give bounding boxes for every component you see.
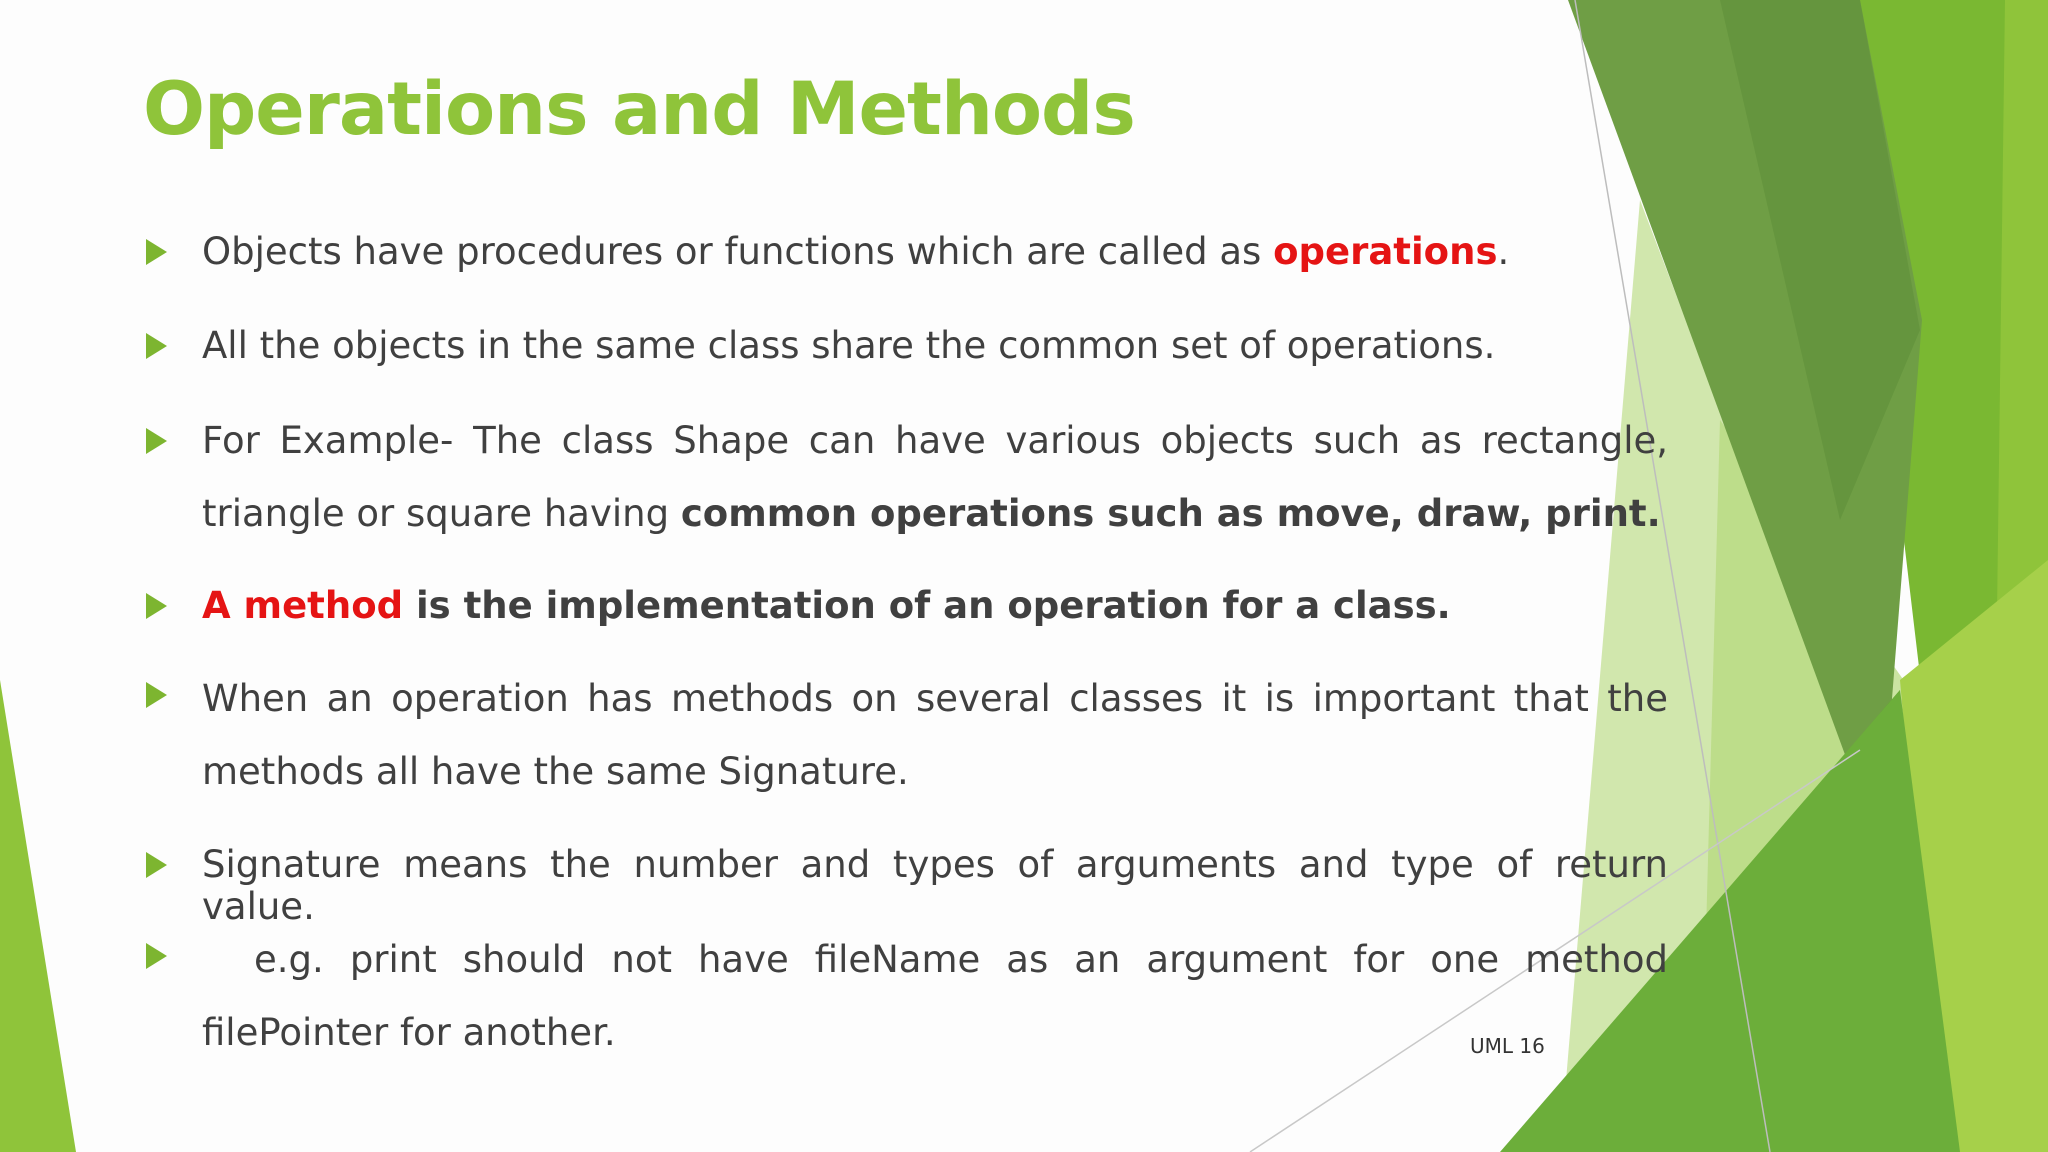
- bullet-text: [202, 585, 1668, 627]
- triangle-right-icon: [146, 333, 167, 359]
- bullet-item: [143, 325, 1668, 367]
- bullet-item: [143, 844, 1668, 928]
- bullet-text: [202, 404, 1668, 550]
- triangle-right-icon: [146, 593, 167, 619]
- bullet-bold-segment: is the implementation of an operation for a class.: [403, 584, 1451, 627]
- slide-title: Operations and Methods: [143, 67, 1135, 152]
- triangle-right-icon: [146, 428, 167, 454]
- triangle-right-icon: [146, 239, 167, 265]
- bullet-text: Signature means the number and types of arguments and type of return value.: [202, 843, 1668, 928]
- bullet-item: [143, 923, 1680, 1069]
- bullet-text-segment: .: [1497, 230, 1510, 273]
- bullet-item: [143, 404, 1668, 550]
- triangle-right-icon: [146, 943, 167, 969]
- bullet-text: All the objects in the same class share the common set of operations.: [202, 324, 1496, 367]
- bullet-bold-segment: common operations such as move, draw, print.: [680, 492, 1661, 535]
- bullet-text: e.g. print should not have fileName as an argument for one method filePointer for another.: [202, 938, 1680, 1054]
- bullet-text: [202, 231, 1668, 273]
- bullet-item: [143, 662, 1668, 808]
- operations-highlight: operations: [1273, 230, 1498, 273]
- method-highlight: A method: [202, 584, 404, 627]
- triangle-right-icon: [146, 682, 167, 708]
- bullet-text-segment: For Example- The class Shape can have various objects such as rectangle, triangle or square having: [202, 419, 1668, 535]
- slide-number: UML 16: [1470, 1034, 1545, 1058]
- triangle-right-icon: [146, 852, 167, 878]
- bullet-item: [143, 231, 1668, 273]
- bullet-text: When an operation has methods on several classes it is important that the methods all have the same Signature.: [202, 677, 1668, 793]
- bullet-text-segment: Objects have procedures or functions which are called as: [202, 230, 1274, 273]
- bullet-item: [143, 585, 1668, 627]
